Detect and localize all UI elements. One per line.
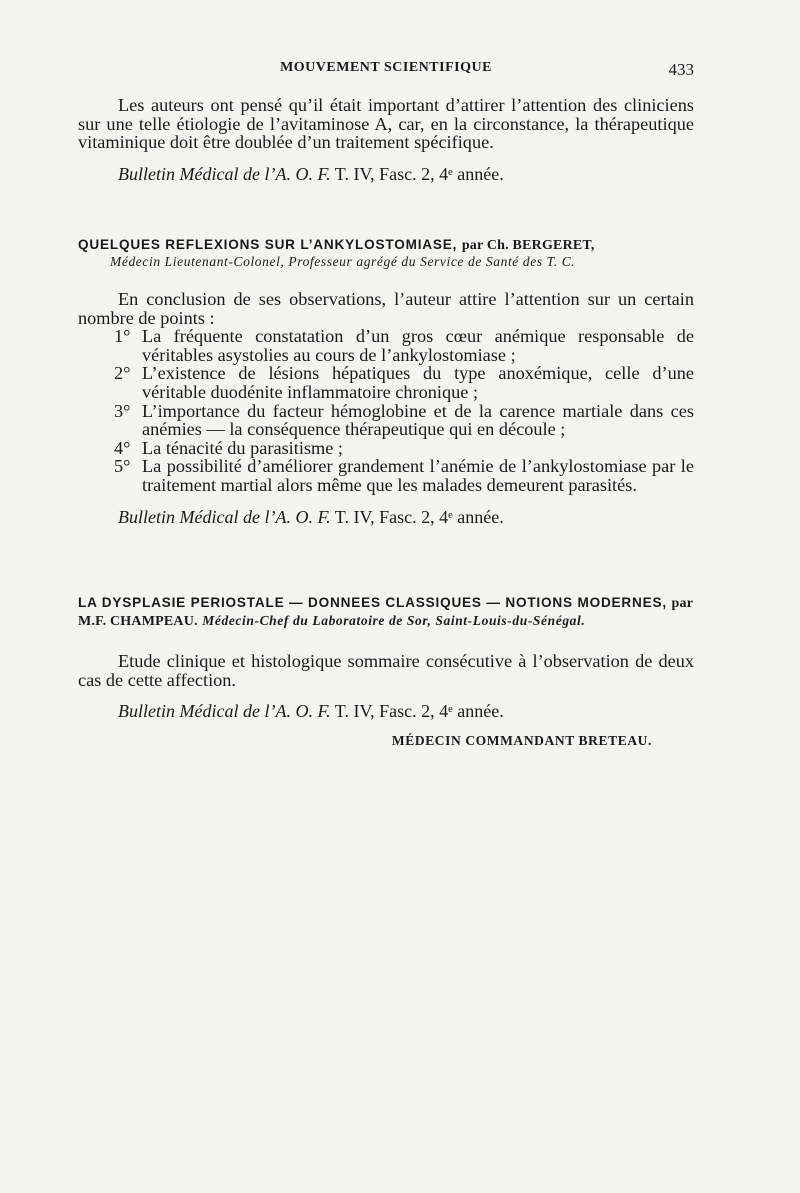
article-title [78, 594, 694, 630]
citation-issue: T. IV, Fasc. 2, 4ᵉ année. [330, 506, 504, 527]
signature: MÉDECIN COMMANDANT BRETEAU. [391, 733, 652, 748]
citation [78, 164, 694, 185]
previous-article-paragraph: Les auteurs ont pensé qu’il était important d’attirer l’attention des cliniciens sur une telle étiologie de l’avitaminose A, car, en la circonstance, la thérapeutique vitaminique doit être doublée d’un traitement spécifique. [78, 95, 694, 153]
citation-issue: T. IV, Fasc. 2, 4ᵉ année. [330, 163, 504, 184]
article-author: par M.F. CHAMPEAU. [78, 596, 693, 629]
article-author: par Ch. BERGERET, [461, 238, 595, 253]
article-intro: En conclusion de ses observations, l’auteur attire l’attention sur un certain nombre de points : [78, 289, 694, 328]
list-item: 1° La fréquente constatation d’un gros cœur anémique responsable de véritables asystolies au cours de l’ankylostomiase ; [114, 326, 694, 365]
article-title-text: LA DYSPLASIE PERIOSTALE — DONNEES CLASSIQUES — NOTIONS MODERNES, [78, 595, 667, 610]
list-item: 5° La possibilité d’améliorer grandement l’anémie de l’ankylostomiase par le traitement martial alors même que les malades demeurent parasités. [114, 456, 694, 495]
citation-journal: Bulletin Médical de l’A. O. F. [118, 163, 331, 184]
article-ankylostomiase [78, 236, 694, 528]
list-item: 4° La ténacité du parasitisme ; [114, 437, 344, 458]
article-summary: Etude clinique et histologique sommaire consécutive à l’observation de deux cas de cette affection. [78, 651, 694, 690]
running-head [78, 60, 694, 82]
article-affiliation: Médecin-Chef du Laboratoire de Sor, Saint-Louis-du-Sénégal. [202, 613, 586, 628]
citation-journal: Bulletin Médical de l’A. O. F. [118, 701, 331, 722]
citation-issue: T. IV, Fasc. 2, 4ᵉ année. [330, 701, 504, 722]
running-title: MOUVEMENT SCIENTIFIQUE [280, 60, 492, 75]
points-list [78, 327, 694, 494]
citation [78, 701, 694, 722]
previous-article-end [78, 96, 694, 185]
citation [78, 507, 694, 528]
article-title [78, 236, 694, 254]
citation-journal: Bulletin Médical de l’A. O. F. [118, 506, 331, 527]
article-affiliation: Médecin Lieutenant-Colonel, Professeur agrégé du Service de Santé des T. C. [110, 254, 576, 269]
page-number: 433 [668, 60, 694, 79]
article-dysplasie [78, 594, 694, 722]
article-title-text: QUELQUES REFLEXIONS SUR L’ANKYLOSTOMIASE, [78, 237, 458, 252]
list-item: 3° L’importance du facteur hémoglobine et de la carence martiale dans ces anémies — la conséquence thérapeutique qui en découle ; [114, 400, 694, 440]
list-item: 2° L’existence de lésions hépatiques du type anoxémique, celle d’une véritable duodénite inflammatoire chronique ; [114, 363, 694, 402]
